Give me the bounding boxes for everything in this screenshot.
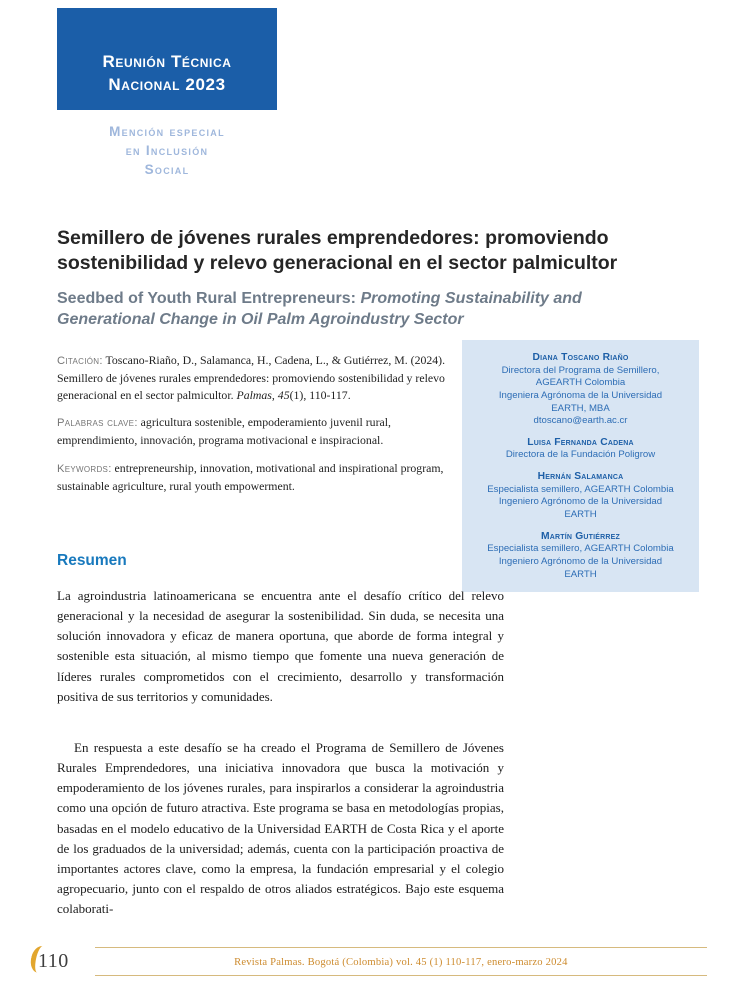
citation-pages: (1), 110-117. [289,387,351,402]
palabras-clave [57,414,457,449]
author-block [468,530,693,582]
author-block [468,470,693,522]
event-banner [57,8,277,110]
citation-journal-name: Palmas, 45 [236,387,290,402]
journal-citation: Revista Palmas. Bogotá (Colombia) vol. 45 (1) 110-117, enero-marzo 2024 [234,957,568,968]
page-number-value: 110 [38,950,69,972]
author-name: Martín Gutiérrez [540,530,621,542]
section-heading-resumen: Resumen [57,552,127,569]
article-title-en-plain: Seedbed of Youth Rural Entrepreneurs: [57,290,361,307]
author-role: AGEARTH Colombia [535,377,626,389]
author-degree: EARTH [564,508,597,520]
author-role: Especialista semillero, AGEARTH Colombia [487,543,674,555]
author-role: Directora del Programa de Semillero, [501,364,660,376]
abstract-paragraph-1: La agroindustria latinoamericana se encuentra ante el desafío crítico del relevo generacional y la necesidad de asegurar la sostenibilidad. Sin duda, se necesita una solución innovadora y eficaz de manera oportuna, que aborde de forma integral y sostenible esta situación, al mismo tiempo que fomente una nueva generación de líderes rurales comprometidos con el crecimiento, desarrollo y transformación positiva de sus territorios y comunidades. [57,588,504,704]
article-title-en-italic: Promoting Sustainability and Generational Change in Oil Palm Agroindustry Sector [57,290,582,329]
keywords [57,460,457,495]
author-block [468,436,693,462]
author-role: Especialista semillero, AGEARTH Colombia [487,483,674,495]
page-footer [0,947,755,976]
author-degree: Ingeniero Agrónomo de la Universidad [498,496,663,508]
author-degree: EARTH [564,568,597,580]
keywords-label: Keywords: [57,463,112,476]
mention-line3: Social [144,162,190,178]
author-block [468,351,693,428]
article-meta [57,352,457,506]
special-mention [57,122,277,179]
authors-box [462,340,699,592]
author-degree: Ingeniera Agrónoma de la Universidad [498,389,663,401]
citation-text: Toscano-Riaño, D., Salamanca, H., Cadena, L., & Gutiérrez, M. (2024). Semillero de jóvenes rurales emprendedores: promoviendo sostenibilidad y relevo generacional en el sector palmicultor. [57,353,446,402]
footer-rule [95,947,707,976]
author-degree: Ingeniero Agrónomo de la Universidad [498,555,663,567]
banner-title-line1: Reunión Técnica [102,52,232,72]
banner-title-line2: Nacional 2023 [108,75,226,95]
keywords-text: entrepreneurship, innovation, motivational and inspirational program, sustainable agriculture, rural youth empowerment. [57,461,444,493]
author-name: Hernán Salamanca [537,471,624,483]
author-email-link[interactable]: dtoscano@earth.ac.cr [533,415,628,427]
citation-label: Citación: [57,355,103,367]
palabras-clave-text: agricultura sostenible, empoderamiento juvenil rural, emprendimiento, innovación, programa motivacional e inspiracional. [57,415,391,448]
article-title-es: Semillero de jóvenes rurales emprendedores: promoviendo sostenibilidad y relevo generacional en el sector palmicultor [57,227,618,275]
page-number [38,950,69,973]
citation [57,352,457,403]
abstract-paragraph-2: En respuesta a este desafío se ha creado el Programa de Semillero de Jóvenes Rurales Emprendedores, una iniciativa innovadora que busca la motivación y empoderamiento de los jóvenes rurales, para inspirarlos a considerar la agroindustria como una opción de futuro atractiva. Este programa se basa en metodologías propias, basadas en el modelo educativo de la Universidad EARTH de Costa Rica y el aporte de los graduados de la universidad; además, cuenta con la participación proactiva de importantes actores clave, como la empresa, la fundación empresarial y el colegio agropecuario, junto con el respaldo de otros aliados estratégicos. Bajo este esquema colaborati- [57,740,504,917]
author-degree: EARTH, MBA [551,402,610,414]
author-role: Directora de la Fundación Poligrow [505,449,656,461]
palabras-clave-label: Palabras clave: [57,417,138,430]
mention-line2: en Inclusión [125,143,209,159]
author-name: Diana Toscano Riaño [532,352,629,363]
article-title-en [57,288,682,330]
author-name: Luisa Fernanda Cadena [527,436,634,448]
mention-line1: Mención especial [109,124,225,139]
